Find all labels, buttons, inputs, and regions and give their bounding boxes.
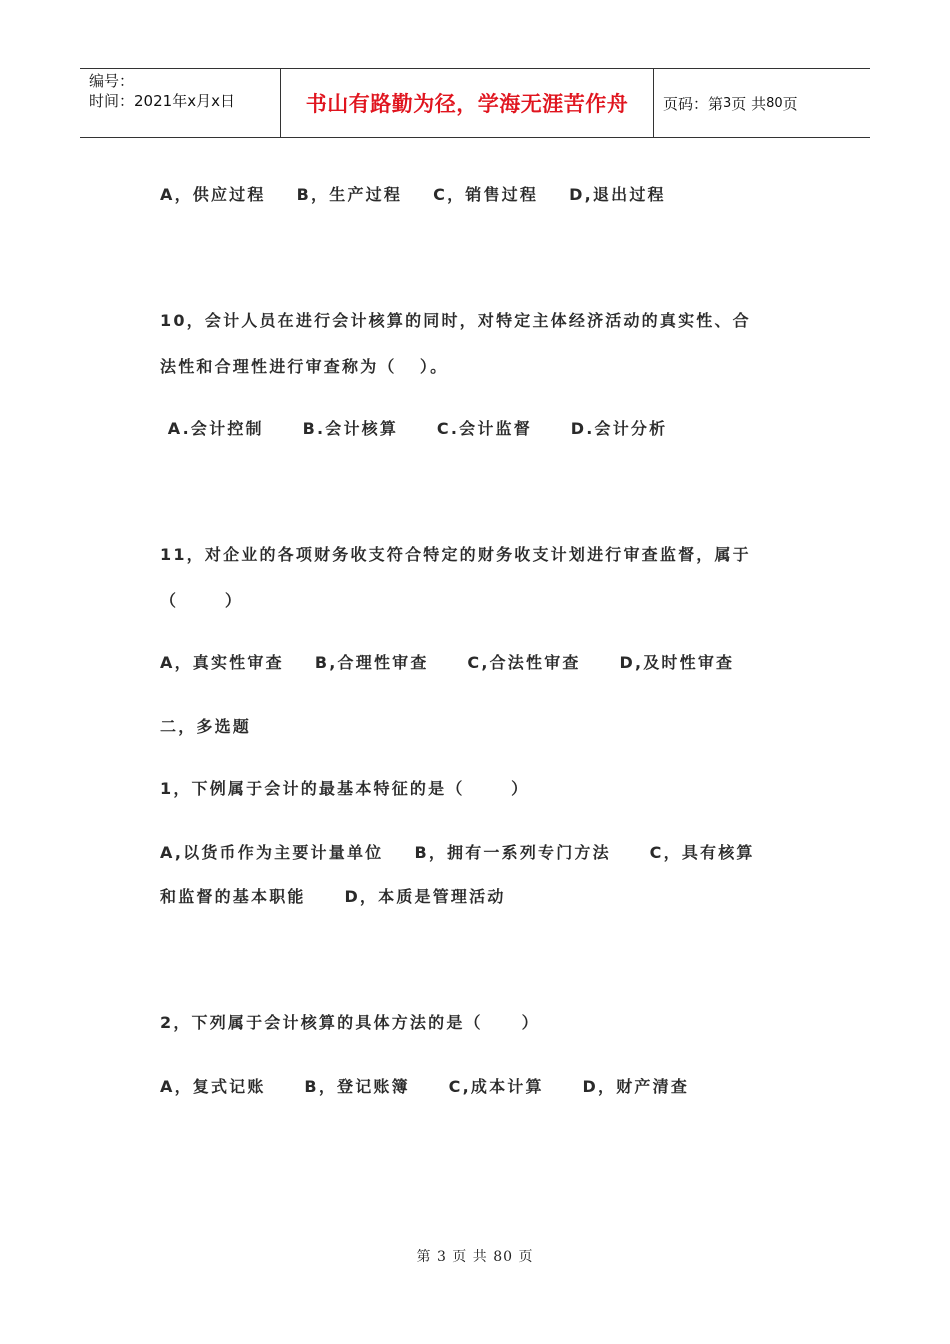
page-header — [80, 68, 870, 138]
header-motto — [281, 69, 654, 137]
time-ri: 日 — [220, 92, 236, 110]
time-day: x — [211, 92, 221, 110]
m2-options: A，复式记账 B，登记账簿 C,成本计算 D，财产清查 — [160, 1077, 690, 1096]
m1-options-line1: A,以货币作为主要计量单位 B，拥有一系列专门方法 C，具有核算 — [160, 843, 755, 862]
q11-options: A，真实性审查 B,合理性审查 C,合法性审查 D,及时性审查 — [160, 653, 735, 672]
m2-question: 2，下列属于会计核算的具体方法的是（ ） — [160, 1013, 540, 1032]
q10-text-line2: 法性和合理性进行审查称为（ ）。 — [160, 357, 449, 376]
page-number: 3 — [723, 95, 732, 111]
m1-question: 1，下例属于会计的最基本特征的是（ ） — [160, 779, 530, 798]
page-total: 80 — [766, 95, 783, 111]
motto-text: 书山有路勤为径，学海无涯苦作舟 — [305, 92, 629, 116]
m1-options-line2: 和监督的基本职能 D，本质是管理活动 — [160, 887, 506, 906]
time-yue: 月 — [196, 92, 212, 110]
section-heading: 二，多选题 — [160, 717, 252, 736]
q9-options: A，供应过程 B，生产过程 C，销售过程 D,退出过程 — [160, 185, 666, 204]
time-line — [89, 91, 280, 111]
q11-text-line1: 11，对企业的各项财务收支符合特定的财务收支计划进行审查监督，属于 — [160, 545, 751, 564]
page-footer: 第 3 页 共 80 页 — [416, 1249, 534, 1265]
number-label: 编号： — [89, 72, 135, 90]
page-suffix: 页 — [782, 94, 798, 113]
time-nian: 年 — [172, 92, 188, 110]
time-year: 2021 — [134, 92, 173, 110]
time-prefix: 时间： — [89, 92, 135, 110]
q10-options: A.会计控制 B.会计核算 C.会计监督 D.会计分析 — [160, 419, 668, 438]
header-page-info — [654, 69, 870, 137]
header-meta — [80, 69, 281, 137]
time-month: x — [187, 92, 197, 110]
page-prefix: 页码：第 — [663, 94, 724, 113]
q10-text-line1: 10，会计人员在进行会计核算的同时，对特定主体经济活动的真实性、合 — [160, 311, 751, 330]
q11-text-line2: （ ） — [160, 591, 244, 610]
page-mid: 页 共 — [731, 94, 767, 113]
